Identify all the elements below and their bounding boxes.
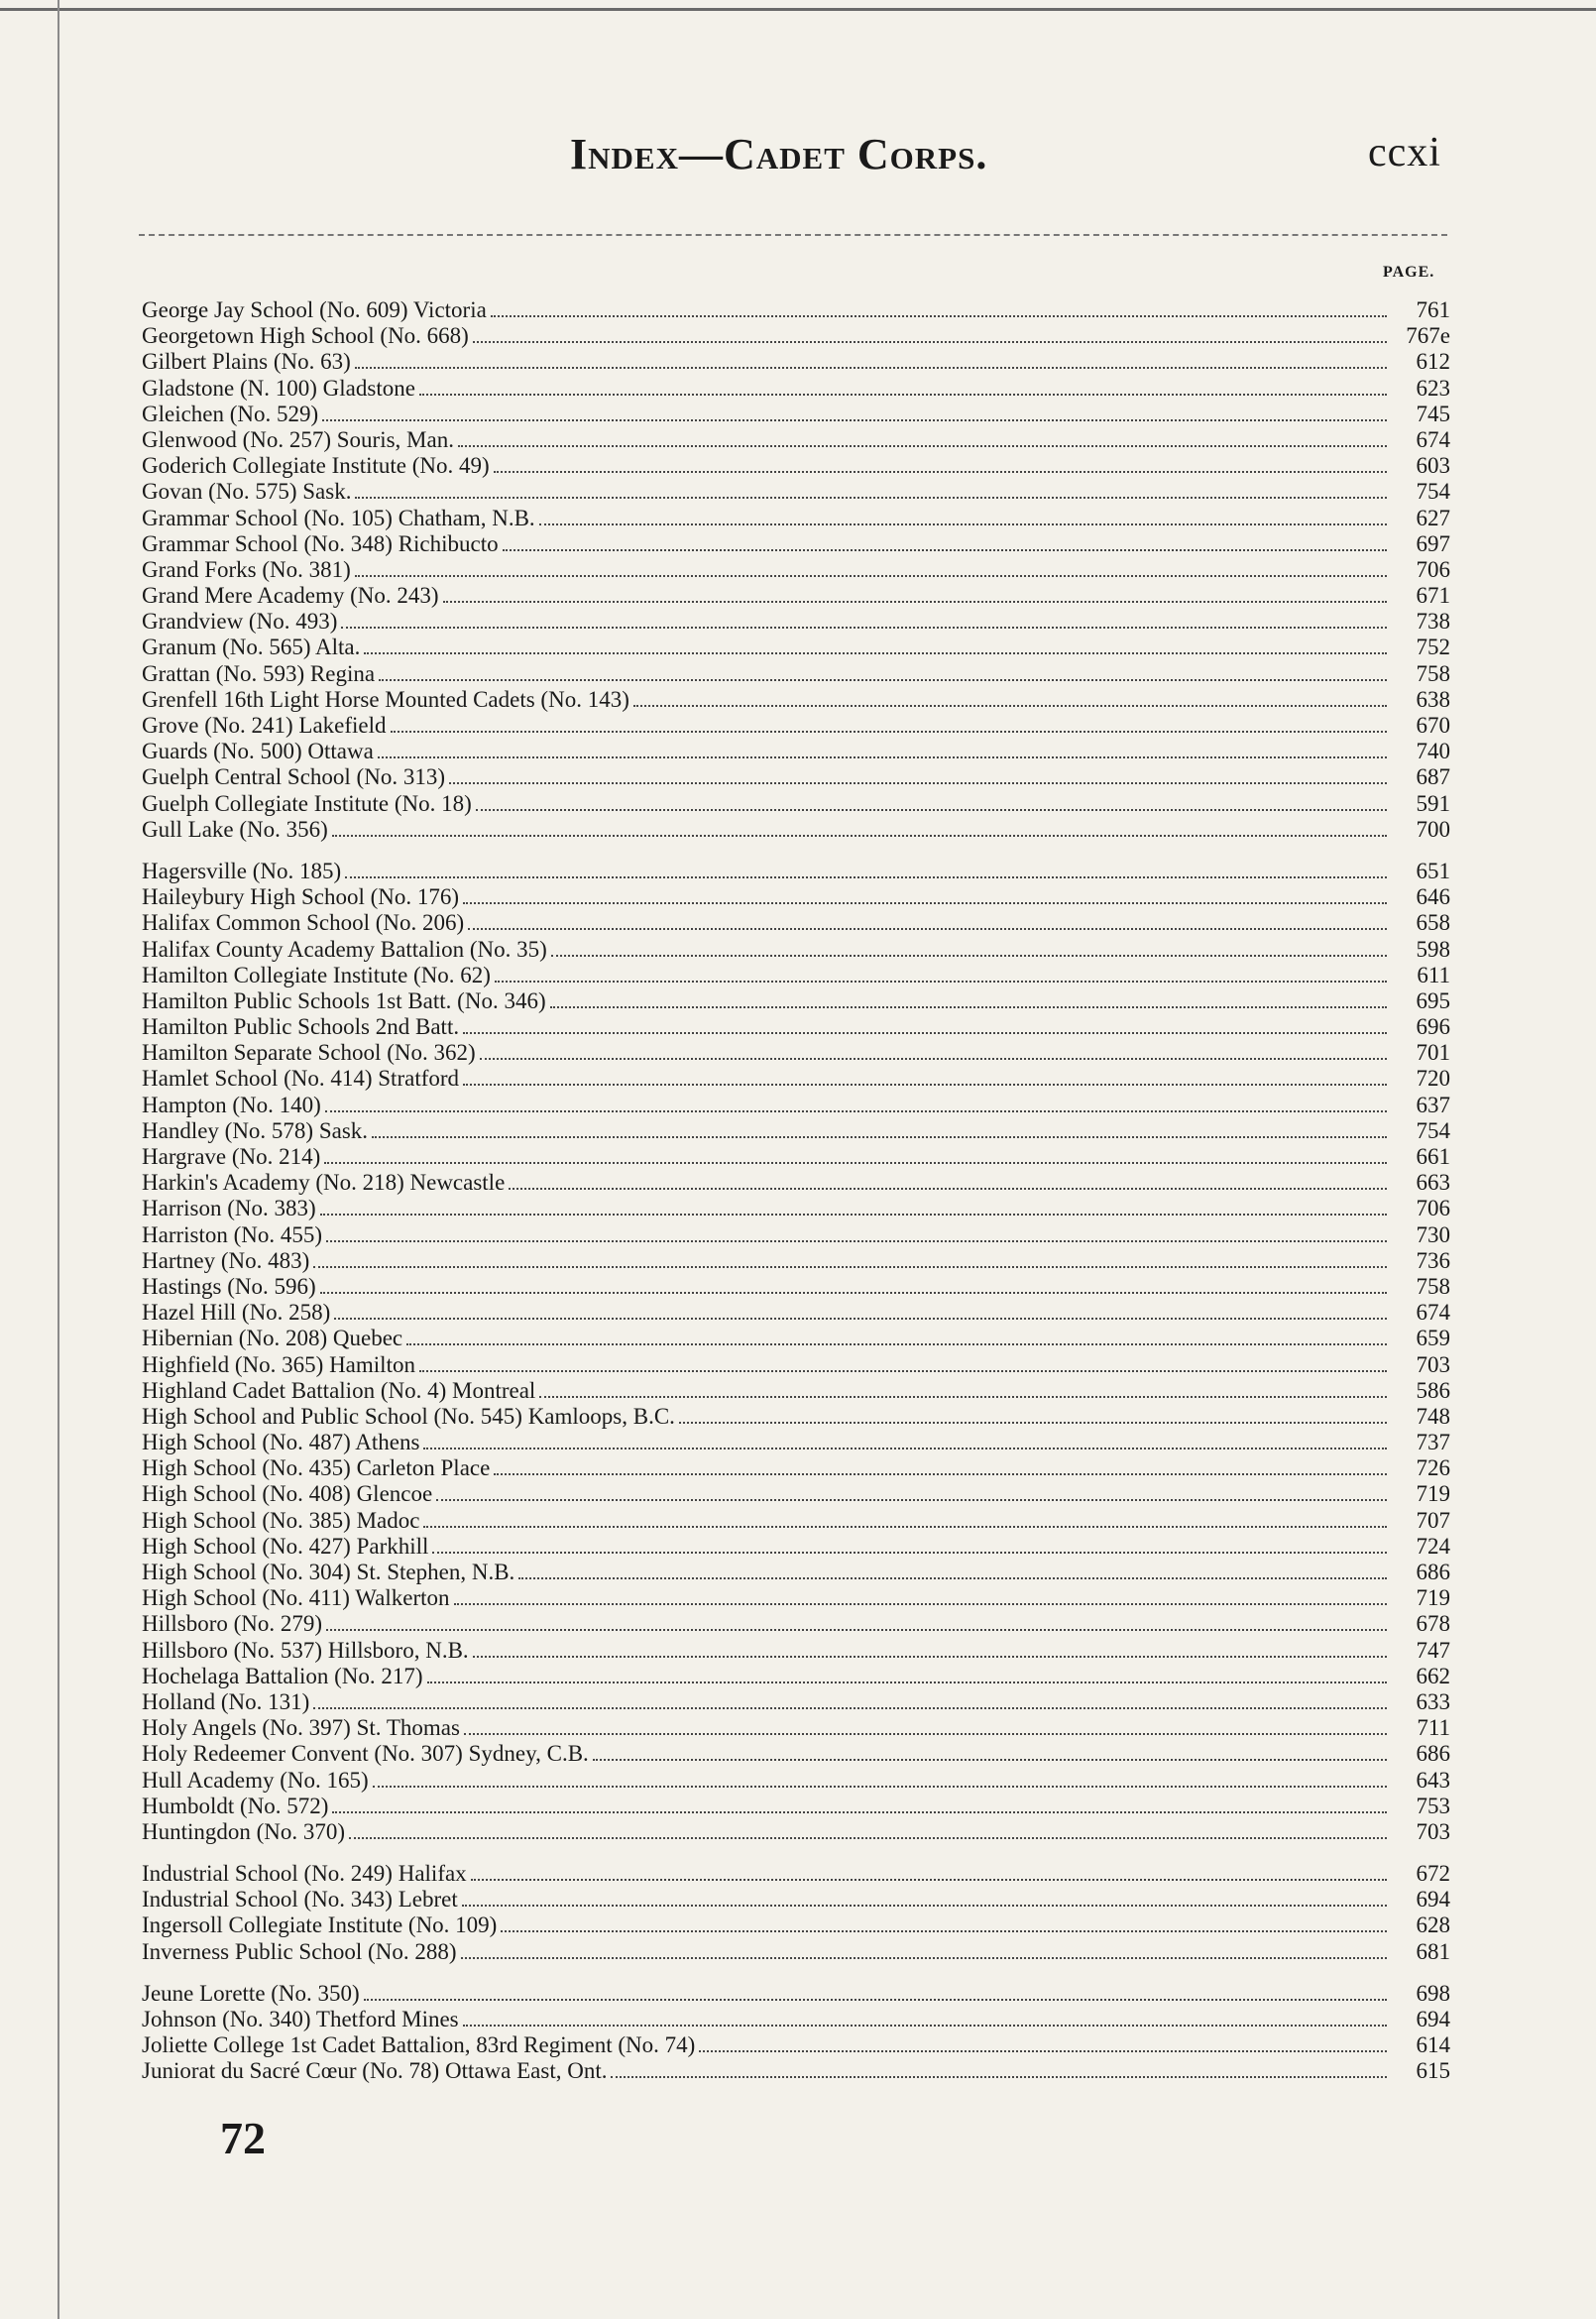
dot-leader	[463, 1032, 1387, 1034]
index-entry-name: Harkin's Academy (No. 218) Newcastle	[142, 1170, 506, 1196]
index-entry-page: 670	[1416, 713, 1450, 738]
index-entry-name: Georgetown High School (No. 668)	[142, 323, 469, 349]
index-entry-page: 671	[1416, 583, 1450, 609]
dot-leader	[419, 1370, 1387, 1372]
index-entry-name: Guelph Central School (No. 313)	[142, 764, 445, 790]
index-entry-name: Grandview (No. 493)	[142, 609, 338, 635]
index-entry-page: 661	[1416, 1144, 1450, 1169]
index-entry-name: Grenfell 16th Light Horse Mounted Cadets (No. 143)	[142, 686, 629, 712]
index-entry-page: 761	[1416, 297, 1450, 322]
index-entry	[142, 1585, 1450, 1611]
index-entry	[142, 2058, 1450, 2084]
dot-leader	[539, 523, 1387, 525]
index-entry-name: Gleichen (No. 529)	[142, 401, 319, 426]
index-entry	[142, 687, 1450, 713]
index-entry-page: 694	[1416, 1887, 1450, 1913]
dot-leader	[468, 928, 1387, 930]
dot-leader	[491, 315, 1387, 317]
dot-leader	[372, 1136, 1387, 1138]
top-border-rule	[0, 8, 1596, 11]
index-entry-page: 678	[1416, 1611, 1450, 1637]
dot-leader	[373, 1786, 1387, 1788]
dot-leader	[423, 1448, 1387, 1449]
dot-leader	[495, 981, 1387, 983]
index-entry	[142, 859, 1450, 884]
index-entry-name: Guelph Collegiate Institute (No. 18)	[142, 790, 472, 816]
index-entry-page: 738	[1416, 609, 1450, 635]
dot-leader	[313, 1707, 1387, 1709]
folio-number: 72	[220, 2113, 266, 2163]
index-entry-page: 754	[1416, 1117, 1450, 1143]
dot-leader	[463, 1084, 1387, 1086]
index-entry-page: 726	[1416, 1455, 1450, 1481]
index-entry	[142, 557, 1450, 583]
index-entry-page: 643	[1416, 1767, 1450, 1793]
index-entry	[142, 817, 1450, 843]
index-entry	[142, 1040, 1450, 1066]
dot-leader	[473, 341, 1387, 343]
index-entry-name: Industrial School (No. 343) Lebret	[142, 1887, 458, 1913]
index-entry	[142, 1638, 1450, 1664]
index-entry	[142, 1248, 1450, 1274]
dot-leader	[332, 835, 1387, 837]
index-entry-page: 748	[1416, 1403, 1450, 1429]
index-entry	[142, 583, 1450, 609]
index-entry	[142, 297, 1450, 323]
index-entry-name: Inverness Public School (No. 288)	[142, 1938, 457, 1964]
index-entry-name: Holy Redeemer Convent (No. 307) Sydney, C.B.	[142, 1741, 589, 1767]
index-entry	[142, 1404, 1450, 1430]
index-entry-name: Granum (No. 565) Alta.	[142, 635, 361, 660]
index-entry-name: Glenwood (No. 257) Souris, Man.	[142, 426, 454, 452]
index-entry-page: 720	[1416, 1066, 1450, 1092]
page-title: Index—Cadet Corps.	[570, 130, 988, 178]
dot-leader	[476, 809, 1387, 811]
binding-edge-rule	[57, 0, 59, 2319]
index-entry	[142, 1274, 1450, 1300]
index-entry-page: 719	[1416, 1585, 1450, 1611]
index-entry-name: Highfield (No. 365) Hamilton	[142, 1351, 415, 1377]
dot-leader	[313, 1266, 1387, 1268]
dot-leader	[679, 1422, 1387, 1424]
index-entry	[142, 739, 1450, 764]
dot-leader	[427, 1681, 1387, 1683]
index-entry-page: 633	[1416, 1688, 1450, 1714]
dot-leader	[463, 902, 1387, 904]
dot-leader	[464, 1733, 1387, 1735]
dot-leader	[458, 445, 1387, 447]
index-entry-page: 695	[1416, 987, 1450, 1013]
index-entry-name: Govan (No. 575) Sask.	[142, 479, 352, 505]
dot-leader	[355, 575, 1387, 577]
index-entry-page: 706	[1416, 1196, 1450, 1221]
index-entry-name: Harriston (No. 455)	[142, 1221, 323, 1247]
index-entry	[142, 1300, 1450, 1326]
index-entry	[142, 713, 1450, 739]
index-entry	[142, 349, 1450, 375]
dot-leader	[611, 2076, 1387, 2078]
index-entry-page: 737	[1416, 1430, 1450, 1455]
dot-leader	[436, 1499, 1387, 1501]
index-entry	[142, 1794, 1450, 1819]
index-entry-page: 730	[1416, 1221, 1450, 1247]
index-entry-page: 659	[1416, 1326, 1450, 1351]
index-entry-page: 700	[1416, 816, 1450, 842]
dot-leader	[551, 955, 1387, 957]
dot-leader	[494, 1473, 1387, 1475]
index-entry-name: Joliette College 1st Cadet Battalion, 83rd Regiment (No. 74)	[142, 2032, 696, 2058]
index-entry-name: Grand Mere Academy (No. 243)	[142, 583, 439, 609]
index-entry-name: Industrial School (No. 249) Halifax	[142, 1861, 467, 1887]
index-entry-page: 686	[1416, 1741, 1450, 1767]
index-entry-name: Gull Lake (No. 356)	[142, 816, 328, 842]
dot-leader	[471, 1879, 1387, 1881]
index-entry-name: Grand Forks (No. 381)	[142, 556, 351, 582]
index-entry-page: 758	[1416, 660, 1450, 686]
index-entry-name: Gladstone (N. 100) Gladstone	[142, 375, 415, 401]
index-entry-page: 663	[1416, 1170, 1450, 1196]
index-entry-page: 591	[1416, 790, 1450, 816]
index-entry	[142, 1014, 1450, 1040]
index-entry-page: 628	[1416, 1913, 1450, 1938]
index-entry-name: Hamlet School (No. 414) Stratford	[142, 1066, 460, 1092]
index-entry	[142, 1455, 1450, 1481]
index-entry	[142, 2007, 1450, 2032]
index-entry-page: 586	[1416, 1377, 1450, 1403]
dot-leader	[593, 1759, 1387, 1761]
index-entry-name: Handley (No. 578) Sask.	[142, 1117, 369, 1143]
index-entry	[142, 453, 1450, 479]
index-entry-page: 674	[1416, 1300, 1450, 1326]
index-entry-name: Hamilton Public Schools 1st Batt. (No. 346)	[142, 987, 546, 1013]
index-entry-name: Hamilton Collegiate Institute (No. 62)	[142, 962, 491, 987]
index-entry	[142, 1715, 1450, 1741]
index-entry-name: Jeune Lorette (No. 350)	[142, 1980, 360, 2006]
dot-leader	[473, 1656, 1387, 1658]
index-entry	[142, 1664, 1450, 1689]
index-entry-page: 711	[1417, 1715, 1450, 1741]
dot-leader	[423, 1526, 1387, 1528]
index-entry-name: Halifax Common School (No. 206)	[142, 910, 465, 936]
dot-leader	[355, 497, 1387, 499]
dot-leader	[379, 679, 1387, 681]
index-entry	[142, 1913, 1450, 1938]
index-entry	[142, 1118, 1450, 1144]
index-entry-page: 701	[1416, 1040, 1450, 1066]
index-entry-name: Grattan (No. 593) Regina	[142, 660, 376, 686]
dot-leader	[454, 1603, 1387, 1605]
index-entry-name: High School (No. 411) Walkerton	[142, 1585, 450, 1611]
index-entry-page: 697	[1416, 530, 1450, 556]
dot-leader	[355, 367, 1387, 369]
index-entry	[142, 1819, 1450, 1845]
index-entry-name: Harrison (No. 383)	[142, 1196, 316, 1221]
page-column-label: PAGE.	[1383, 264, 1435, 281]
index-entry-name: Guards (No. 500) Ottawa	[142, 739, 374, 764]
index-entry	[142, 1066, 1450, 1092]
index-entry-name: Ingersoll Collegiate Institute (No. 109)	[142, 1913, 498, 1938]
index-entry-page: 703	[1416, 1818, 1450, 1844]
dot-leader	[364, 652, 1387, 654]
index-entry-name: High School and Public School (No. 545) Kamloops, B.C.	[142, 1403, 675, 1429]
index-entry-page: 736	[1416, 1247, 1450, 1273]
index-entry-page: 614	[1416, 2032, 1450, 2058]
index-entry-page: 694	[1416, 2007, 1450, 2031]
index-entry	[142, 1689, 1450, 1715]
index-entry-name: High School (No. 385) Madoc	[142, 1507, 420, 1533]
index-entry-page: 662	[1416, 1663, 1450, 1688]
index-entry-page: 615	[1416, 2058, 1450, 2084]
index-entry-name: George Jay School (No. 609) Victoria	[142, 297, 487, 322]
index-entry	[142, 402, 1450, 427]
dot-leader	[345, 876, 1387, 878]
dot-leader	[432, 1552, 1387, 1554]
index-entry-page: 724	[1416, 1533, 1450, 1559]
index-entry-page: 612	[1416, 349, 1450, 375]
dot-leader	[443, 601, 1387, 603]
index-entry-page: 687	[1416, 764, 1450, 790]
dot-leader	[463, 2025, 1387, 2027]
index-entry	[142, 988, 1450, 1014]
index-entry	[142, 1196, 1450, 1221]
index-entry-name: Huntingdon (No. 370)	[142, 1818, 346, 1844]
dot-leader	[378, 756, 1387, 758]
index-entry-name: Hazel Hill (No. 258)	[142, 1300, 331, 1326]
index-entry-name: High School (No. 435) Carleton Place	[142, 1455, 491, 1481]
dot-leader	[494, 471, 1387, 473]
index-entry	[142, 635, 1450, 660]
index-entry-name: Halifax County Academy Battalion (No. 35)	[142, 936, 547, 962]
index-entry	[142, 1560, 1450, 1585]
index-entry-name: Hamilton Separate School (No. 362)	[142, 1040, 476, 1066]
index-entry-name: Grammar School (No. 105) Chatham, N.B.	[142, 505, 535, 530]
dot-leader	[349, 1837, 1387, 1839]
index-entry-name: Goderich Collegiate Institute (No. 49)	[142, 453, 490, 479]
index-entry	[142, 963, 1450, 988]
index-entry-page: 598	[1416, 936, 1450, 962]
index-entry	[142, 506, 1450, 531]
dot-leader	[539, 1396, 1387, 1398]
index-entry	[142, 1534, 1450, 1560]
index-entry-name: Hochelaga Battalion (No. 217)	[142, 1663, 423, 1688]
index-entry-page: 611	[1417, 962, 1450, 987]
index-entry	[142, 323, 1450, 349]
index-entry-page: 674	[1416, 426, 1450, 452]
dot-leader	[461, 1957, 1388, 1959]
index-entry-page: 767e	[1406, 323, 1450, 349]
index-entry-page: 752	[1416, 635, 1450, 660]
dot-leader	[503, 549, 1387, 551]
index-entry-page: 706	[1416, 556, 1450, 582]
index-entry	[142, 1222, 1450, 1248]
index-entry-page: 627	[1416, 505, 1450, 530]
index-entry-name: Johnson (No. 340) Thetford Mines	[142, 2007, 459, 2031]
dot-leader	[419, 394, 1387, 396]
dot-leader	[324, 1162, 1387, 1164]
dot-leader	[322, 419, 1387, 421]
dot-leader	[320, 1214, 1387, 1216]
dot-leader	[462, 1905, 1387, 1907]
index-entry	[142, 1939, 1450, 1965]
dot-leader	[332, 1811, 1387, 1813]
index-entry	[142, 937, 1450, 963]
page-header	[0, 129, 1596, 188]
dot-leader	[325, 1110, 1387, 1112]
dot-leader	[633, 705, 1387, 707]
index-entry	[142, 2032, 1450, 2058]
index-entry-page: 686	[1416, 1560, 1450, 1584]
index-entry-name: Hibernian (No. 208) Quebec	[142, 1326, 403, 1351]
dot-leader	[334, 1318, 1387, 1320]
index-entry-page: 707	[1416, 1507, 1450, 1533]
dot-leader	[341, 627, 1387, 629]
index-entry	[142, 1430, 1450, 1455]
index-entry	[142, 764, 1450, 790]
index-entry-name: Juniorat du Sacré Cœur (No. 78) Ottawa East, Ont.	[142, 2058, 608, 2084]
index-entry	[142, 884, 1450, 910]
index-entry	[142, 1326, 1450, 1351]
index-entry-name: Grammar School (No. 348) Richibucto	[142, 530, 499, 556]
index-entry	[142, 1768, 1450, 1794]
dot-leader	[364, 1999, 1387, 2001]
index-entry-page: 646	[1416, 884, 1450, 910]
index-entry-name: High School (No. 304) St. Stephen, N.B.	[142, 1560, 515, 1584]
index-entry	[142, 1170, 1450, 1196]
dot-leader	[326, 1629, 1387, 1631]
index-entry	[142, 661, 1450, 687]
index-entry	[142, 531, 1450, 557]
index-entry	[142, 479, 1450, 505]
index-entry-page: 681	[1416, 1938, 1450, 1964]
index-entry-page: 740	[1416, 739, 1450, 764]
index-entry-name: Holland (No. 131)	[142, 1688, 310, 1714]
index-entry-page: 698	[1416, 1980, 1450, 2006]
index-entry-name: Hastings (No. 596)	[142, 1273, 316, 1299]
roman-page-number: ccxi	[1368, 130, 1441, 175]
dot-leader	[391, 731, 1387, 733]
index-entry-name: High School (No. 427) Parkhill	[142, 1533, 429, 1559]
header-divider	[139, 234, 1447, 236]
index-entry	[142, 1887, 1450, 1913]
index-entry-page: 623	[1416, 375, 1450, 401]
index-entry-name: Hillsboro (No. 279)	[142, 1611, 323, 1637]
index-entry	[142, 1741, 1450, 1767]
index-entry-page: 745	[1416, 401, 1450, 426]
index-entry-page: 719	[1416, 1481, 1450, 1507]
index-entry-page: 637	[1416, 1092, 1450, 1117]
index-entry-name: Hull Academy (No. 165)	[142, 1767, 369, 1793]
index-entry	[142, 1378, 1450, 1404]
index-list	[142, 297, 1450, 2085]
index-entry-name: Haileybury High School (No. 176)	[142, 884, 460, 910]
index-entry	[142, 609, 1450, 635]
index-entry-page: 638	[1416, 686, 1450, 712]
index-entry-page: 658	[1416, 910, 1450, 936]
dot-leader	[449, 782, 1387, 784]
index-entry-name: Hamilton Public Schools 2nd Batt.	[142, 1014, 460, 1040]
index-entry	[142, 1144, 1450, 1170]
dot-leader	[501, 1930, 1387, 1932]
dot-leader	[509, 1188, 1387, 1190]
index-entry-name: Highland Cadet Battalion (No. 4) Montreal	[142, 1377, 536, 1403]
dot-leader	[406, 1343, 1387, 1345]
index-entry	[142, 427, 1450, 453]
index-entry-name: Gilbert Plains (No. 63)	[142, 349, 351, 375]
dot-leader	[550, 1006, 1387, 1008]
dot-leader	[320, 1292, 1387, 1294]
index-entry-name: High School (No. 487) Athens	[142, 1430, 420, 1455]
index-entry-name: Grove (No. 241) Lakefield	[142, 713, 387, 738]
index-entry	[142, 1481, 1450, 1507]
index-entry-name: Hillsboro (No. 537) Hillsboro, N.B.	[142, 1637, 469, 1663]
dot-leader	[699, 2050, 1387, 2052]
index-entry-name: High School (No. 408) Glencoe	[142, 1481, 433, 1507]
index-entry-page: 758	[1416, 1273, 1450, 1299]
index-entry	[142, 1611, 1450, 1637]
index-entry-name: Hampton (No. 140)	[142, 1092, 321, 1117]
dot-leader	[480, 1058, 1387, 1060]
index-entry-name: Holy Angels (No. 397) St. Thomas	[142, 1715, 460, 1741]
index-entry-page: 672	[1416, 1861, 1450, 1887]
index-entry-page: 703	[1416, 1351, 1450, 1377]
index-entry-name: Hagersville (No. 185)	[142, 858, 342, 883]
index-entry-name: Hartney (No. 483)	[142, 1247, 310, 1273]
index-entry	[142, 791, 1450, 817]
dot-leader	[326, 1240, 1387, 1242]
index-entry	[142, 1861, 1450, 1887]
index-entry	[142, 910, 1450, 936]
index-entry-page: 754	[1416, 479, 1450, 505]
index-entry-page: 753	[1416, 1793, 1450, 1818]
index-entry-name: Humboldt (No. 572)	[142, 1793, 329, 1818]
index-entry	[142, 376, 1450, 402]
index-entry-page: 747	[1416, 1637, 1450, 1663]
dot-leader	[518, 1577, 1387, 1579]
index-entry	[142, 1093, 1450, 1118]
index-entry	[142, 1352, 1450, 1378]
index-entry-page: 651	[1416, 858, 1450, 883]
index-entry-page: 603	[1416, 453, 1450, 479]
index-entry	[142, 1508, 1450, 1534]
index-entry-page: 696	[1416, 1014, 1450, 1040]
index-entry	[142, 1981, 1450, 2007]
index-entry-name: Hargrave (No. 214)	[142, 1144, 321, 1169]
